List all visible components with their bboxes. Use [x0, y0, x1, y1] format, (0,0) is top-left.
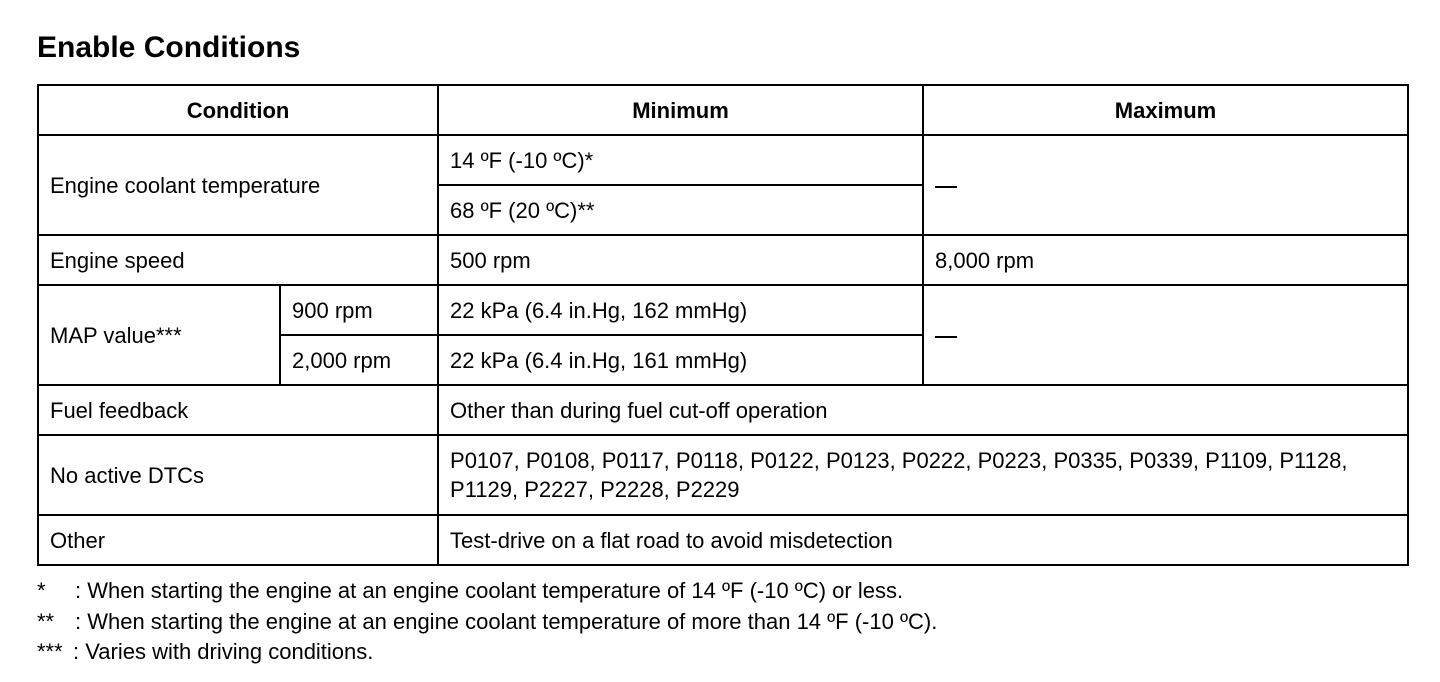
cell-map-min-1: 22 kPa (6.4 in.Hg, 162 mmHg): [438, 285, 923, 335]
cell-speed-min: 500 rpm: [438, 235, 923, 285]
footnote-text: : Varies with driving conditions.: [73, 639, 374, 664]
dash-mark: [935, 336, 957, 338]
cell-coolant-min-1: 14 ºF (-10 ºC)*: [438, 135, 923, 185]
cell-map-min-2: 22 kPa (6.4 in.Hg, 161 mmHg): [438, 335, 923, 385]
row-label-dtc: No active DTCs: [38, 435, 438, 515]
header-condition: Condition: [38, 85, 438, 135]
row-label-fuel: Fuel feedback: [38, 385, 438, 435]
footnote: [37, 576, 937, 607]
footnote-text: : When starting the engine at an engine coolant temperature of more than 14 ºF (-10 ºC).: [75, 608, 938, 634]
table-row: [38, 235, 1408, 285]
cell-coolant-max: [923, 135, 1408, 235]
row-label-speed: Engine speed: [38, 235, 438, 285]
table-row: [38, 135, 1408, 185]
page-title: Enable Conditions: [37, 31, 301, 64]
table-header-row: [38, 85, 1408, 135]
cell-fuel-value: Other than during fuel cut-off operation: [438, 385, 1408, 435]
row-label-map: MAP value***: [38, 285, 280, 385]
cell-dtc-value: P0107, P0108, P0117, P0118, P0122, P0123, P0222, P0223, P0335, P0339, P1109, P1128, P1129, P2227, P2228, P2229: [438, 435, 1408, 515]
enable-conditions-table: [37, 84, 1409, 566]
table-row: [38, 385, 1408, 435]
dash-mark: [935, 186, 957, 188]
footnotes: [37, 576, 937, 668]
footnote: [37, 607, 937, 638]
footnote-mark: **: [37, 608, 55, 634]
row-label-other: Other: [38, 515, 438, 565]
table-row: [38, 285, 1408, 335]
table-row: [38, 515, 1408, 565]
cell-map-sub-1: 900 rpm: [280, 285, 438, 335]
footnote: [37, 637, 937, 668]
header-minimum: Minimum: [438, 85, 923, 135]
footnote-mark: *: [37, 578, 46, 603]
cell-map-max: [923, 285, 1408, 385]
cell-other-value: Test-drive on a flat road to avoid misdetection: [438, 515, 1408, 565]
row-label-coolant: Engine coolant temperature: [38, 135, 438, 235]
cell-map-sub-2: 2,000 rpm: [280, 335, 438, 385]
cell-speed-max: 8,000 rpm: [923, 235, 1408, 285]
cell-coolant-min-2: 68 ºF (20 ºC)**: [438, 185, 923, 235]
table-row: [38, 435, 1408, 515]
footnote-mark: ***: [37, 639, 63, 664]
header-maximum: Maximum: [923, 85, 1408, 135]
footnote-text: : When starting the engine at an engine coolant temperature of 14 ºF (-10 ºC) or less.: [75, 578, 904, 603]
